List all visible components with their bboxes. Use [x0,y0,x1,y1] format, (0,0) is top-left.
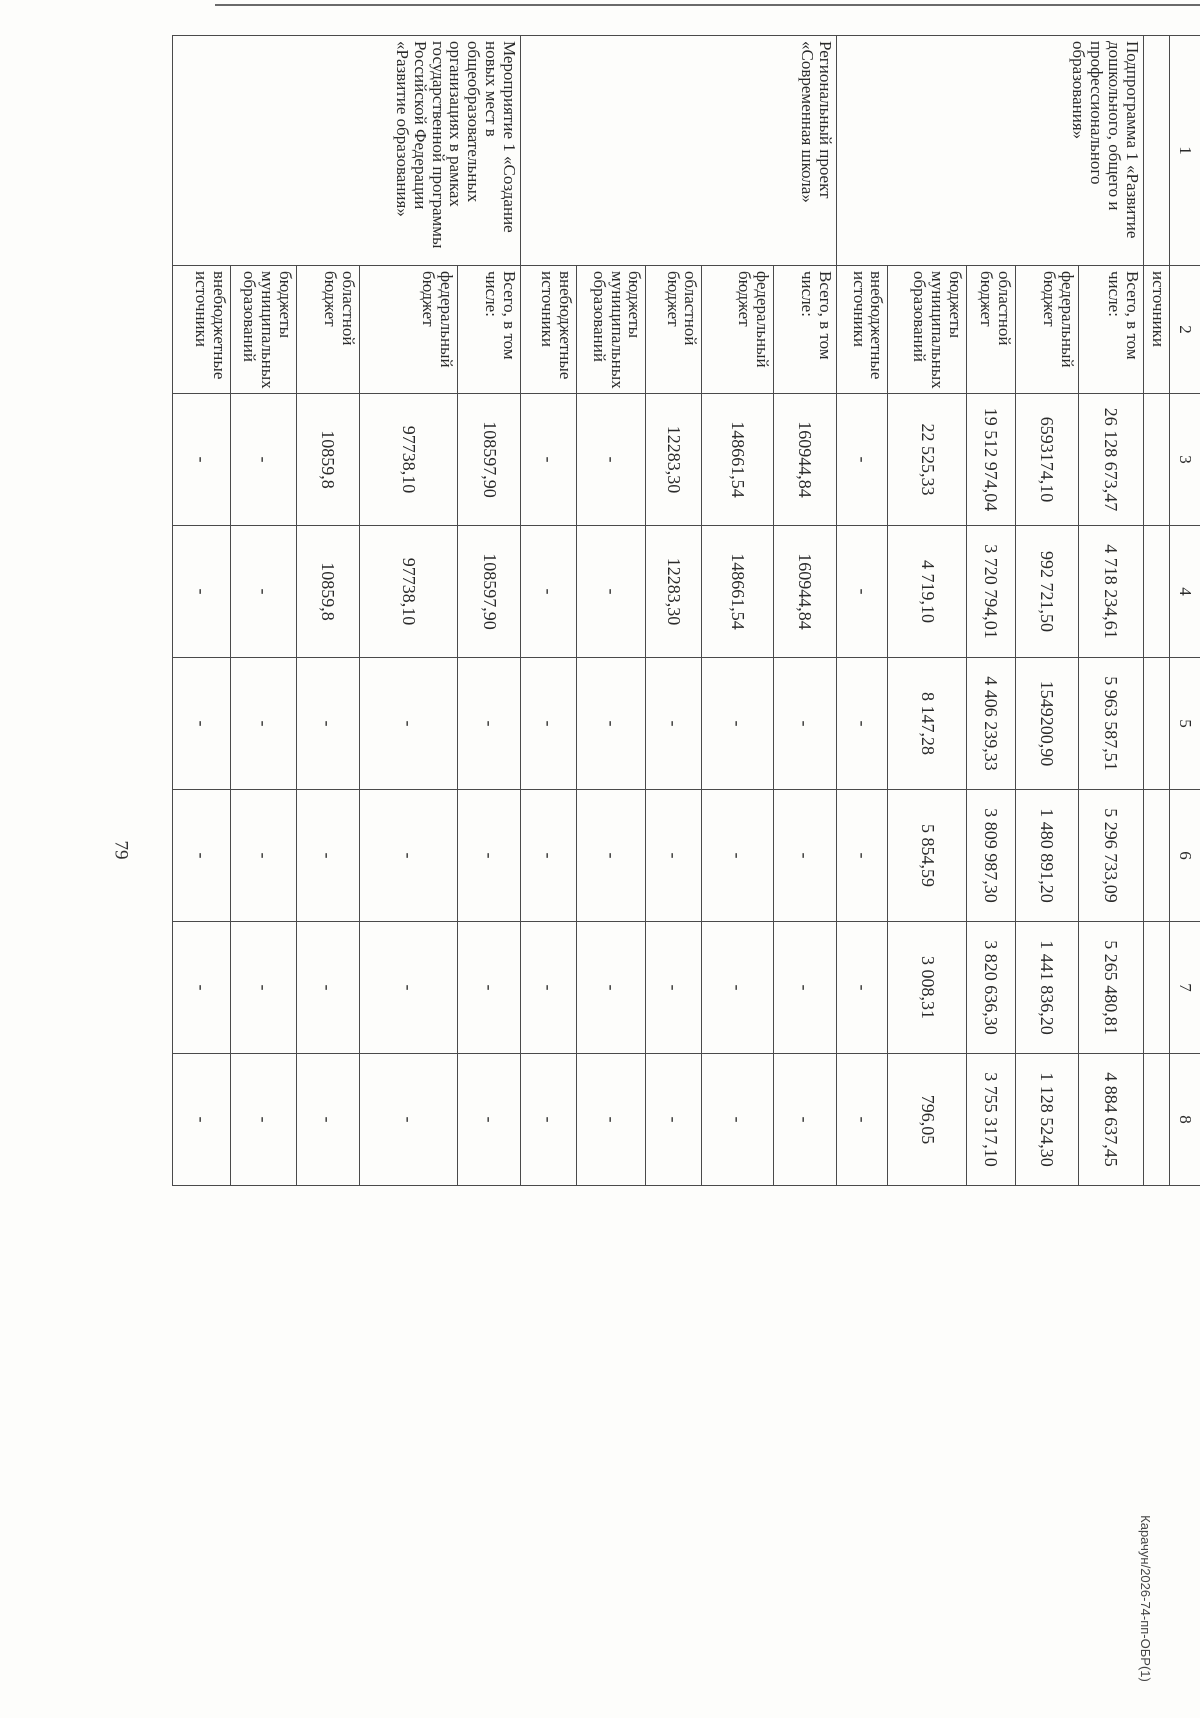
funding-source-cell: Всего, в том числе: [1078,266,1143,394]
amount-cell: - [359,658,458,790]
amount-cell: 3 008,31 [888,922,966,1054]
amount-cell: 4 406 239,33 [966,658,1015,790]
amount-cell: - [646,658,702,790]
amount-cell: 148661,54 [702,394,774,526]
budget-table-area [172,35,1200,1185]
funding-source-cell: федеральный бюджет [1016,266,1079,394]
funding-source-cell: областной бюджет [966,266,1015,394]
funding-source-cell: Всего, в том числе: [774,266,837,394]
amount-cell: - [520,1054,576,1186]
amount-cell: - [359,790,458,922]
amount-cell: - [231,1054,297,1186]
amount-cell: 160944,84 [774,394,837,526]
amount-cell: - [296,658,359,790]
funding-source-cell: федеральный бюджет [702,266,774,394]
funding-source-cell: внебюджетные источники [173,266,231,394]
funding-source-cell: областной бюджет [296,266,359,394]
amount-cell: 992 721,50 [1016,526,1079,658]
amount-cell: - [231,394,297,526]
budget-table-body [173,36,1200,1186]
table-row [1078,36,1143,1186]
funding-source-cell: источники [1143,266,1169,394]
table-row [458,36,521,1186]
page-number-text: 79 [110,840,131,860]
amount-cell: - [836,526,888,658]
empty-cell [1143,1054,1169,1186]
document-code [1130,1488,1160,1708]
amount-cell: - [774,790,837,922]
amount-cell: 10859,8 [296,526,359,658]
scan-edge-line [215,4,1200,6]
amount-cell: 108597,90 [458,394,521,526]
column-header: 6 [1169,790,1200,922]
empty-cell [1143,526,1169,658]
amount-cell: - [458,658,521,790]
amount-cell: - [520,394,576,526]
amount-cell: - [702,658,774,790]
amount-cell: 4 718 234,61 [1078,526,1143,658]
amount-cell: 5 296 733,09 [1078,790,1143,922]
amount-cell: - [702,790,774,922]
amount-cell: - [702,1054,774,1186]
amount-cell: - [836,1054,888,1186]
amount-cell: - [173,658,231,790]
amount-cell: 8 147,28 [888,658,966,790]
amount-cell: - [231,526,297,658]
amount-cell: - [520,658,576,790]
funding-source-cell: областной бюджет [646,266,702,394]
amount-cell: 1 128 524,30 [1016,1054,1079,1186]
amount-cell: - [231,658,297,790]
empty-cell [1143,394,1169,526]
amount-cell: - [702,922,774,1054]
amount-cell: - [458,922,521,1054]
amount-cell: 6593174,10 [1016,394,1079,526]
amount-cell: 97738,10 [359,526,458,658]
amount-cell: - [576,394,645,526]
empty-cell [1143,790,1169,922]
column-header-row [1169,36,1200,1186]
column-header: 4 [1169,526,1200,658]
table-row [774,36,837,1186]
amount-cell: - [173,526,231,658]
column-header: 8 [1169,1054,1200,1186]
amount-cell: - [836,922,888,1054]
funding-source-cell: бюджеты муниципальных образований [231,266,297,394]
amount-cell: - [231,922,297,1054]
funding-source-cell: бюджеты муниципальных образований [576,266,645,394]
column-header: 1 [1169,36,1200,266]
amount-cell: 4 884 637,45 [1078,1054,1143,1186]
amount-cell: 19 512 974,04 [966,394,1015,526]
amount-cell: 148661,54 [702,526,774,658]
funding-source-cell: внебюджетные источники [836,266,888,394]
empty-cell [1143,658,1169,790]
amount-cell: - [296,922,359,1054]
amount-cell: - [836,790,888,922]
funding-source-cell: федеральный бюджет [359,266,458,394]
column-header: 7 [1169,922,1200,1054]
amount-cell: - [296,1054,359,1186]
amount-cell: - [173,1054,231,1186]
amount-cell: 3 809 987,30 [966,790,1015,922]
amount-cell: 26 128 673,47 [1078,394,1143,526]
amount-cell: - [576,658,645,790]
amount-cell: 1549200,90 [1016,658,1079,790]
amount-cell: - [173,922,231,1054]
column-header: 5 [1169,658,1200,790]
funding-source-cell: внебюджетные источники [520,266,576,394]
amount-cell: - [458,790,521,922]
document-code-text: Карачун/2026-74-пп-ОБР(1) [1137,1514,1153,1682]
amount-cell: - [646,1054,702,1186]
amount-cell: - [836,658,888,790]
amount-cell: 796,05 [888,1054,966,1186]
empty-cell [1143,922,1169,1054]
amount-cell: - [576,922,645,1054]
amount-cell: - [359,1054,458,1186]
amount-cell: - [836,394,888,526]
amount-cell: - [359,922,458,1054]
funding-source-cell: Всего, в том числе: [458,266,521,394]
amount-cell: - [576,1054,645,1186]
amount-cell: 5 854,59 [888,790,966,922]
amount-cell: - [646,790,702,922]
amount-cell: - [576,526,645,658]
program-name-cell: Мероприятие 1 «Создание новых мест в общеобразовательных организациях в рамках государственной программы Российской Федерации «Развитие образования» [173,36,521,266]
amount-cell: - [458,1054,521,1186]
amount-cell: - [520,790,576,922]
amount-cell: 4 719,10 [888,526,966,658]
amount-cell: - [774,922,837,1054]
amount-cell: 3 820 636,30 [966,922,1015,1054]
amount-cell: - [296,790,359,922]
amount-cell: - [774,658,837,790]
amount-cell: 1 441 836,20 [1016,922,1079,1054]
empty-cell [1143,36,1169,266]
program-name-cell: Подпрограмма 1 «Развитие дошкольного, общего и профессионального образования» [836,36,1143,266]
amount-cell: 12283,30 [646,526,702,658]
amount-cell: - [774,1054,837,1186]
amount-cell: 108597,90 [458,526,521,658]
budget-table [172,35,1200,1186]
continued-row [1143,36,1169,1186]
amount-cell: 3 755 317,10 [966,1054,1015,1186]
amount-cell: - [520,922,576,1054]
amount-cell: - [646,922,702,1054]
amount-cell: - [231,790,297,922]
amount-cell: - [576,790,645,922]
amount-cell: - [173,394,231,526]
column-header: 2 [1169,266,1200,394]
page-number [100,835,140,865]
amount-cell: 5 265 480,81 [1078,922,1143,1054]
amount-cell: - [173,790,231,922]
funding-source-cell: бюджеты муниципальных образований [888,266,966,394]
amount-cell: 22 525,33 [888,394,966,526]
amount-cell: - [520,526,576,658]
amount-cell: 1 480 891,20 [1016,790,1079,922]
amount-cell: 10859,8 [296,394,359,526]
amount-cell: 12283,30 [646,394,702,526]
amount-cell: 97738,10 [359,394,458,526]
column-header: 3 [1169,394,1200,526]
amount-cell: 5 963 587,51 [1078,658,1143,790]
amount-cell: 160944,84 [774,526,837,658]
amount-cell: 3 720 794,01 [966,526,1015,658]
program-name-cell: Региональный проект «Современная школа» [520,36,836,266]
